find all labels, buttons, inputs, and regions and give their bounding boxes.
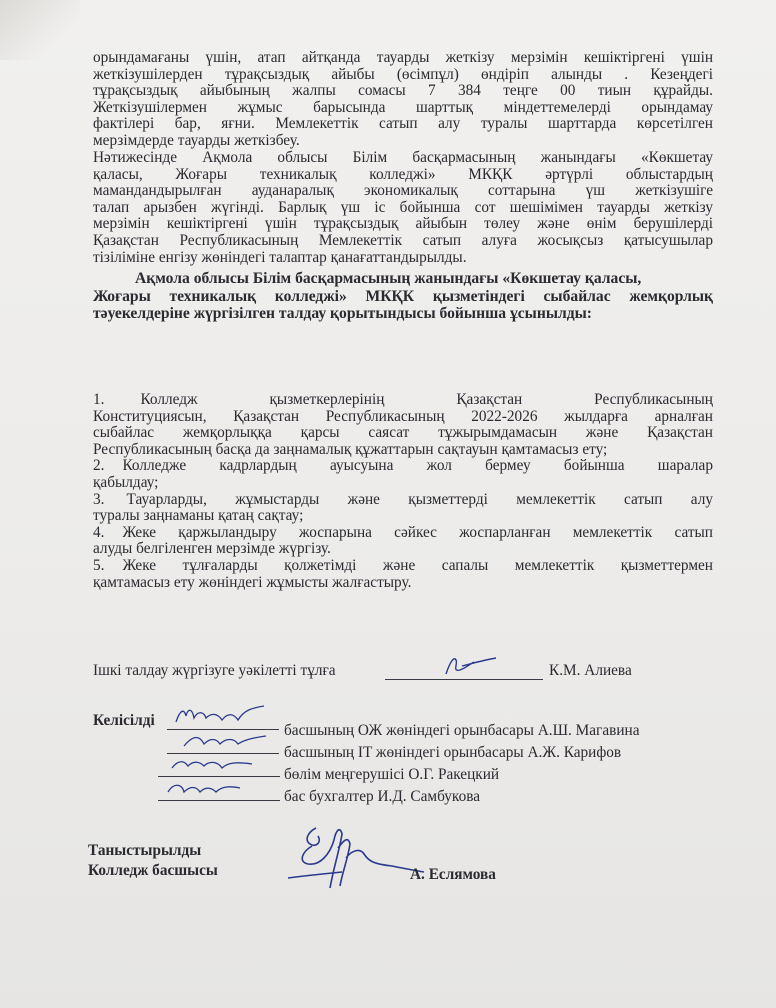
text-line: мерзімін кешіктіргені үшін тұрақсыздық айыбын төлеу және өнім берушілерді xyxy=(93,215,713,233)
signer-signature xyxy=(180,728,270,754)
list-item-number: 4. xyxy=(93,523,105,541)
signer-title: бөлім меңгерушісі О.Г. Ракецкий xyxy=(284,766,500,783)
heading-line: Ақмола облысы Білім басқармасының жанындағы «Көкшетау қаласы, xyxy=(135,270,642,287)
list-item-text: Колледж қызметкерлерінің Қазақстан Республикасының xyxy=(140,391,713,408)
list-item-text: Тауарларды, жұмыстарды және қызметтерді мемлекеттік сатып алу xyxy=(126,490,713,508)
text-line: мамандандырылған ауданаралық экономикалық соттарына үш жеткізушіге xyxy=(93,182,713,200)
signer-title: бас бухгалтер И.Д. Самбукова xyxy=(284,788,481,805)
text-line: Жеткізушілермен жұмыс барысында шарттық міндеттемелерді орындамау xyxy=(93,98,713,116)
text-line: орындамағаны үшін, атап айтқанда тауарды жеткізу мерзімін кешіктіргені үшін xyxy=(93,49,713,66)
text-line: Қазақстан Республикасының Мемлекеттік сатып алуға жосықсыз қатысушылар xyxy=(93,231,713,249)
text-line: мерзімдерде тауарды жеткізбеу. xyxy=(93,131,300,149)
list-item xyxy=(93,392,713,458)
paragraph-penalties xyxy=(93,50,713,150)
text-line: фактілері бар, яғни. Мемлекеттік сатып алу туралы шарттарда көрсетілген xyxy=(93,115,713,133)
recommendations-list xyxy=(93,392,713,591)
list-item-number: 3. xyxy=(93,490,105,508)
signer-signature xyxy=(164,776,244,800)
director-name: А. Еслямова xyxy=(410,866,496,883)
text-line: Республикасының басқа да заңнамалық құжаттарын сақтауын қамтамасыз ету; xyxy=(93,440,608,458)
signer-title: басшының IT жөніндегі орынбасары А.Ж. Карифов xyxy=(284,744,622,761)
text-line: туралы заңнаманы қатаң сақтау; xyxy=(93,507,304,525)
heading-line: Жоғары техникалық колледжі» МКҚК қызметіндегі сыбайлас жемқорлық xyxy=(93,287,713,305)
list-item xyxy=(93,458,713,491)
acquainted-label: Таныстырылды xyxy=(88,842,202,859)
text-line: талап арызбен жүгінді. Барлық үш іс бойынша сот шешімімен тауарды жеткізу xyxy=(93,198,713,216)
list-item-number: 5. xyxy=(93,556,105,574)
list-item xyxy=(93,558,713,591)
list-item-number: 1. xyxy=(93,391,105,408)
text-line: алуды белгіленген мерзімде жүргізу. xyxy=(93,540,331,558)
text-line: тұрақсыздық айыбының жалпы сомасы 7 384 теңге 00 тиын құрайды. xyxy=(93,82,713,100)
list-item-text: Жеке тұлғаларды қолжетімді және сапалы мемлекеттік қызметтермен xyxy=(122,556,713,574)
list-item xyxy=(93,525,713,558)
list-item-first-line xyxy=(93,525,713,542)
text-line: қабылдау; xyxy=(93,473,159,491)
list-item-first-line xyxy=(93,392,713,409)
list-item-text: Колледже кадрлардың ауысуына жол бермеу бойынша шаралар xyxy=(122,457,713,475)
list-item-text: Жеке қаржыландыру жоспарына сәйкес жоспарланған мемлекеттік сатып xyxy=(122,523,713,541)
heading-line: тәуекелдеріне жүргізілген талдау қорытындысы бойынша ұсынылды: xyxy=(93,305,592,322)
page-corner-shadow xyxy=(0,0,80,60)
recommendations-heading xyxy=(93,270,713,323)
analyst-label: Ішкі талдау жүргізуге уәкілетті тұлға xyxy=(93,662,336,679)
list-item-first-line xyxy=(93,458,713,475)
signer-signature xyxy=(172,702,272,730)
director-label: Колледж басшысы xyxy=(88,862,218,879)
text-line: Нәтижесінде Ақмола облысы Білім басқармасының жанындағы «Көкшетау xyxy=(93,149,713,166)
list-item xyxy=(93,492,713,525)
paragraph-court-results xyxy=(93,150,713,266)
text-line: қаласы, Жоғары техникалық колледжі» МКҚК әртүрлі облыстардың xyxy=(93,165,713,183)
director-signature xyxy=(282,818,432,898)
analyst-name: К.М. Алиева xyxy=(549,662,632,679)
signer-signature xyxy=(168,752,258,778)
list-item-first-line xyxy=(93,492,713,509)
list-item-first-line xyxy=(93,558,713,575)
list-item-number: 2. xyxy=(93,457,105,475)
text-line: қамтамасыз ету жөніндегі жұмысты жалғастыру. xyxy=(93,573,412,591)
text-line: жеткізушілерден тұрақсыздық айыбы (өсімпұл) өндіріп алынды . Кезеңдегі xyxy=(93,65,713,83)
text-line: тізіліміне енгізу жөніндегі талаптар қанағаттандырылды. xyxy=(93,248,467,266)
text-line: сыбайлас жемқорлыққа қарсы саясат тұжырымдамасын және Қазақстан xyxy=(93,424,713,442)
text-line: Конституциясын, Қазақстан Республикасының 2022-2026 жылдарға арналған xyxy=(93,407,713,425)
signer-title: басшының ОЖ жөніндегі орынбасары А.Ш. Магавина xyxy=(284,722,640,739)
analyst-signature xyxy=(440,652,500,680)
agreed-label: Келісілді xyxy=(93,712,155,729)
